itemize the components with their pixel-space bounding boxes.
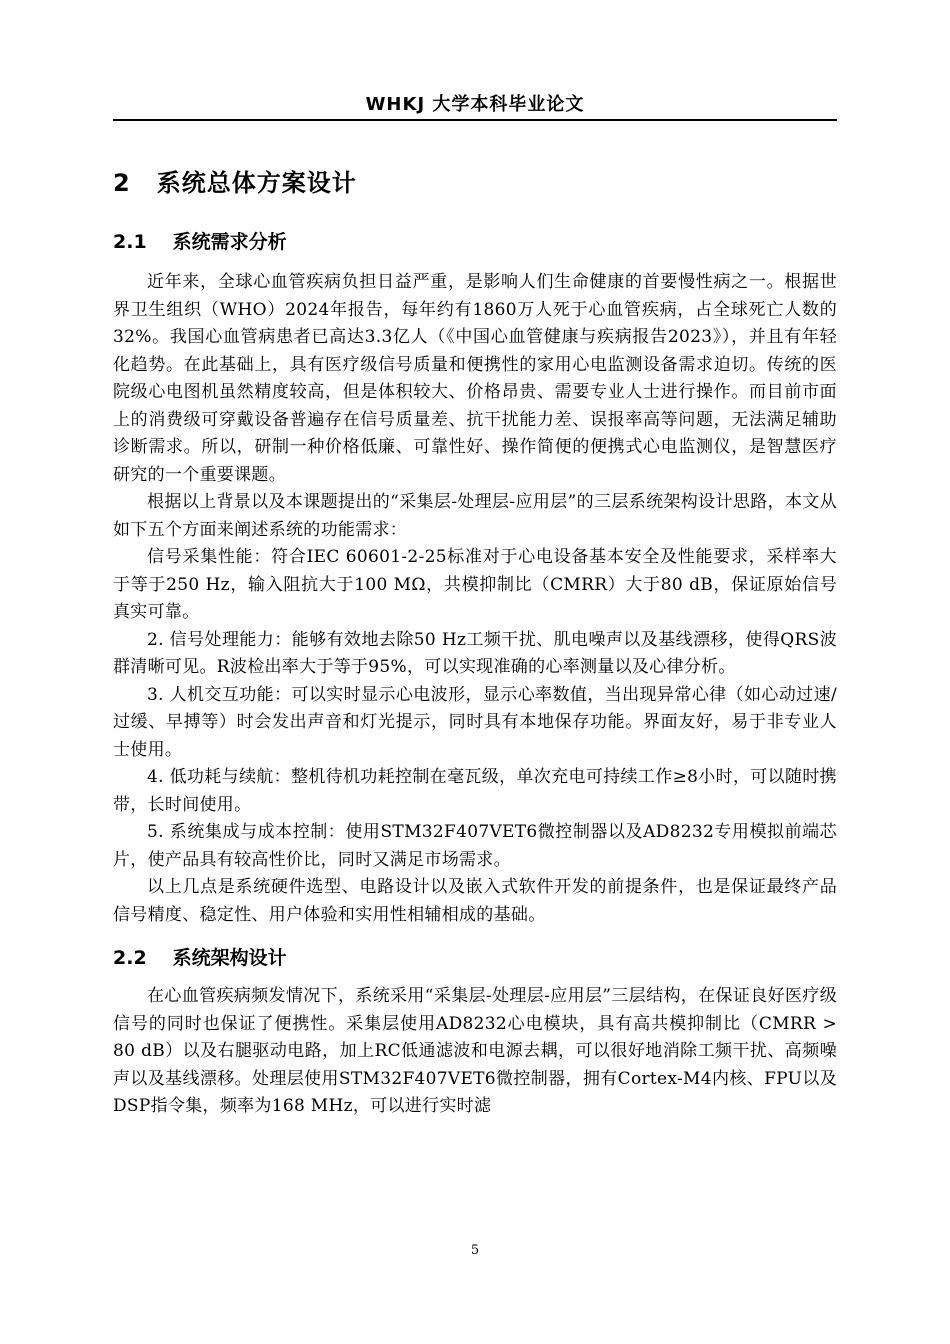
- section-heading: [113, 943, 837, 973]
- section-title: 系统架构设计: [172, 947, 287, 969]
- section-number: 2.2: [113, 947, 147, 969]
- paragraph: 3. 人机交互功能：可以实时显示心电波形，显示心率数值，当出现异常心律（如心动过速/过缓、早搏等）时会发出声音和灯光提示，同时具有本地保存功能。界面友好，易于非专业人士使用。: [113, 684, 837, 760]
- chapter-number: 2: [113, 169, 131, 197]
- paragraph: 以上几点是系统硬件选型、电路设计以及嵌入式软件开发的前提条件，也是保证最终产品信号精度、稳定性、用户体验和实用性相辅相成的基础。: [113, 877, 837, 925]
- paragraph: 信号采集性能：符合IEC 60601-2-25标准对于心电设备基本安全及性能要求，采样率大于等于250 Hz，输入阻抗大于100 MΩ，共模抑制比（CMRR）大于80 dB，保证原始信号真实可靠。: [113, 547, 837, 622]
- running-header: WHKJ 大学本科毕业论文: [365, 94, 585, 115]
- paragraph: 近年来，全球心血管疾病负担日益严重，是影响人们生命健康的首要慢性病之一。根据世界卫生组织（WHO）2024年报告，每年约有1860万人死于心血管疾病，占全球死亡人数的32%。我国心血管病患者已高达3.3亿人（《中国心血管健康与疾病报告2023》），并且有年轻化趋势。在此基础上，具有医疗级信号质量和便携性的家用心电监测设备需求迫切。传统的医院级心电图机虽然精度较高，但是体积较大、价格昂贵、需要专业人士进行操作。而目前市面上的消费级可穿戴设备普遍存在信号质量差、抗干扰能力差、误报率高等问题，无法满足辅助诊断需求。所以，研制一种价格低廉、可靠性好、操作简便的便携式心电监测仪，是智慧医疗研究的一个重要课题。: [113, 272, 837, 485]
- paragraph: 2. 信号处理能力：能够有效地去除50 Hz工频干扰、肌电噪声以及基线漂移，使得QRS波群清晰可见。R波检出率大于等于95%，可以实现准确的心率测量以及心律分析。: [113, 629, 837, 677]
- paragraph: 5. 系统集成与成本控制：使用STM32F407VET6微控制器以及AD8232专用模拟前端芯片，使产品具有较高性价比，同时又满足市场需求。: [113, 822, 837, 870]
- paragraph: 4. 低功耗与续航：整机待机功耗控制在毫瓦级，单次充电可持续工作≥8小时，可以随时携带，长时间使用。: [113, 767, 837, 815]
- header-rule: [113, 119, 837, 121]
- section-title: 系统需求分析: [172, 231, 287, 253]
- chapter-heading: [113, 163, 837, 203]
- section-heading: [113, 227, 837, 257]
- paragraph: 根据以上背景以及本课题提出的“采集层-处理层-应用层”的三层系统架构设计思路，本文从如下五个方面来阐述系统的功能需求：: [113, 492, 837, 540]
- section-number: 2.1: [113, 231, 147, 253]
- chapter-title: 系统总体方案设计: [156, 169, 357, 197]
- page-number: 5: [470, 1243, 480, 1258]
- paragraph: 在心血管疾病频发情况下，系统采用“采集层-处理层-应用层”三层结构，在保证良好医疗级信号的同时也保证了便携性。采集层使用AD8232心电模块，具有高共模抑制比（CMRR > 80 dB）以及右腿驱动电路，加上RC低通滤波和电源去耦，可以很好地消除工频干扰、高频噪声以及基线漂移。处理层使用STM32F407VET6微控制器，拥有Cortex-M4内核、FPU以及DSP指令集，频率为168 MHz，可以进行实时滤: [113, 986, 837, 1116]
- page-content: [113, 163, 837, 1121]
